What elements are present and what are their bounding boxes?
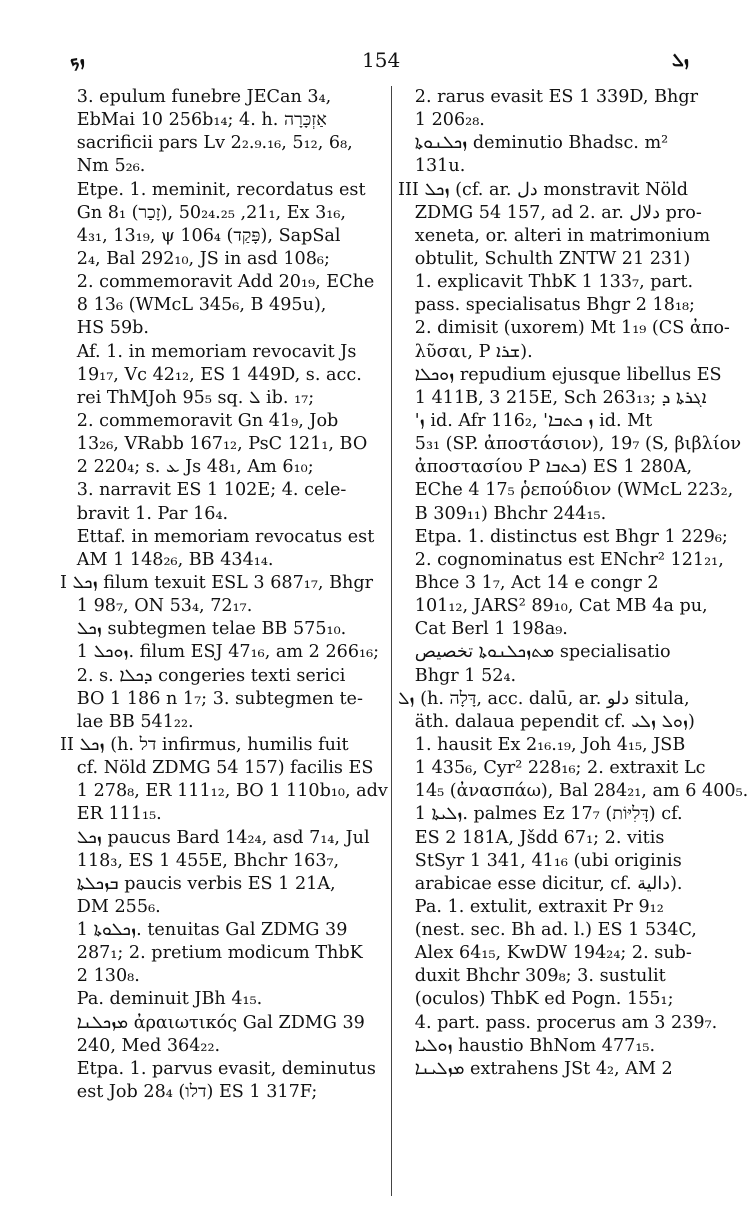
text-line: ܙܟܠܢܘܬܐ deminutio Bhadsc. m² bbox=[398, 133, 669, 154]
text-line: 13₂₆, VRabb 167₁₂, PsC 121₁, BO bbox=[60, 434, 368, 455]
text-line: 240, Med 364₂₂. bbox=[60, 1035, 221, 1056]
text-line: III ܙܟܠ (cf. ar. دل monstravit Nöld bbox=[398, 179, 689, 200]
text-line: ܙܘܟܠܐ repudium ejusque libellus ES bbox=[398, 364, 722, 385]
text-line: ܙܟܠܘܬܐ 1. tenuitas Gal ZDMG 39 bbox=[60, 920, 348, 941]
text-line: cf. Nöld ZDMG 54 157) facilis ES bbox=[60, 758, 374, 779]
text-line: ܡܙܟܠܢܐ ἀραιωτικός Gal ZDMG 39 bbox=[60, 1012, 365, 1033]
text-line: 2. commemoravit Gn 41₉, Job bbox=[60, 410, 339, 431]
text-line: ܙܘܟܠ 1. filum ESJ 47₁₆, am 2 266₁₆; bbox=[60, 642, 380, 663]
text-line: xeneta, or. alteri in matrimonium bbox=[398, 225, 711, 246]
text-line: 2. dimisit (uxorem) Mt 1₁₉ (CS ἀπο- bbox=[398, 318, 730, 339]
text-line: sacrificii pars Lv 2₂.₉.₁₆, 5₁₂, 6₈, bbox=[60, 133, 353, 154]
text-line: ܙܟܠ subtegmen telae BB 575₁₀. bbox=[60, 619, 347, 640]
text-line: 131u. bbox=[398, 156, 466, 177]
right-column bbox=[398, 86, 749, 1081]
text-line: 1. explicavit ThbK 1 133₇, part. bbox=[398, 272, 694, 293]
text-line: 14₅ (ἀνασπάω), Bal 284₂₁, am 6 400₅. bbox=[398, 781, 749, 802]
text-line: AM 1 148₂₆, BB 434₁₄. bbox=[60, 549, 274, 570]
text-line: ἀποστασίου P ܟܬܒܐ) ES 1 280A, bbox=[398, 457, 693, 478]
text-line: 1 411B, 3 215E, Sch 263₁₃; ܐܓܪܬܐ ܕ bbox=[398, 387, 707, 408]
text-line: Etpe. 1. meminit, recordatus est bbox=[60, 179, 366, 200]
column-divider bbox=[391, 86, 392, 1196]
text-line: 2. cognominatus est ENchr² 121₂₁, bbox=[398, 549, 724, 570]
text-line: 19₁₇, Vc 42₁₂, ES 1 449D, s. acc. bbox=[60, 364, 362, 385]
text-line: 2. commemoravit Add 20₁₉, EChe bbox=[60, 272, 375, 293]
text-line: 1 206₂₈. bbox=[398, 110, 485, 131]
text-line: HS 59b. bbox=[60, 318, 150, 339]
text-line: Etpa. 1. parvus evasit, deminutus bbox=[60, 1058, 376, 1079]
text-line: 8 13₆ (WMcL 345₆, B 495u), bbox=[60, 295, 327, 316]
text-line: 4₃₁, 13₁₉, ψ 106₄ (פָּקַד), SapSal bbox=[60, 225, 341, 246]
text-line: 2 130₈. bbox=[60, 966, 140, 987]
text-line: ܙܘܠܝܐ haustio BhNom 477₁₅. bbox=[398, 1035, 656, 1056]
text-line: Etpa. 1. distinctus est Bhgr 1 229₆; bbox=[398, 526, 728, 547]
text-line: ZDMG 54 157, ad 2. ar. دلال pro- bbox=[398, 202, 702, 223]
left-headword: ܙܟ bbox=[70, 50, 85, 71]
text-line: 3. narravit ES 1 102E; 4. cele- bbox=[60, 480, 347, 501]
text-line: 2₄, Bal 292₁₀, JS in asd 108₆; bbox=[60, 248, 330, 269]
text-line: arabicae esse dicitur, cf. دالية). bbox=[398, 873, 683, 894]
text-line: I ܙܟܠ filum texuit ESL 3 687₁₇, Bhgr bbox=[60, 572, 374, 593]
text-line: 1 435₆, Cyr² 228₁₆; 2. extraxit Lc bbox=[398, 758, 706, 779]
text-line: DM 255₆. bbox=[60, 896, 161, 917]
text-line: Bhgr 1 52₄. bbox=[398, 665, 517, 686]
text-line: obtulit, Schulth ZNTW 21 231) bbox=[398, 248, 691, 269]
text-line: 2. s. ܕܟܠܐ congeries texti serici bbox=[60, 665, 346, 686]
text-line: 3. epulum funebre JECan 3₄, bbox=[60, 87, 332, 107]
text-line: pass. specialisatus Bhgr 2 18₁₈; bbox=[398, 295, 695, 316]
text-line: Gn 8₁ (זָכַר), 21₁, 50₂₄.₂₅, Ex 3₁₆, bbox=[60, 202, 346, 223]
text-line: λῦσαι, P ܫܪܐ). bbox=[398, 341, 533, 362]
text-line: 2. rarus evasit ES 1 339D, Bhgr bbox=[398, 87, 699, 107]
text-line: 118₃, ES 1 455E, Bhchr 163₇, bbox=[60, 850, 340, 871]
text-line: ܒܙܟܠܬܐ paucis verbis ES 1 21A, bbox=[60, 873, 336, 894]
text-line: ܙܠܝܬܐ 1. palmes Ez 17₇ (דָּלִיּוֹת) cf. bbox=[398, 804, 683, 825]
text-line: Alex 64₁₅, KwDW 194₂₄; 2. sub- bbox=[398, 943, 692, 964]
text-line: Pa. 1. extulit, extraxit Pr 9₁₂ bbox=[398, 896, 664, 917]
text-line: ܙܠ (h. דָּלָה, acc. dalū, ar. دلو situla, bbox=[398, 688, 690, 709]
text-line: est Job 28₄ (דלו) ES 1 317F; bbox=[60, 1082, 318, 1103]
text-line: ܡܬܙܟܠܢܘܬܐ تخصيص specialisatio bbox=[398, 642, 671, 663]
text-line: EChe 4 17₅ ῥεπούδιον (WMcL 223₂, bbox=[398, 480, 734, 501]
left-column bbox=[60, 86, 386, 1104]
text-line: Af. 1. in memoriam revocavit Js bbox=[60, 341, 357, 362]
text-line: 1 278₈, ER 111₁₂, BO 1 110b₁₀, adv bbox=[60, 781, 388, 802]
text-line: 101₁₂, JARS² 89₁₀, Cat MB 4a pu, bbox=[398, 596, 708, 617]
right-headword: ܙܠ bbox=[672, 50, 689, 71]
text-line: Nm 5₂₆. bbox=[60, 156, 146, 177]
text-line: ܡܙܠܝܢܐ extrahens JSt 4₂, AM 2 bbox=[398, 1058, 673, 1079]
text-line: 287₁; 2. pretium modicum ThbK bbox=[60, 943, 363, 964]
text-line: rei ThMJoh 95₅ sq. ܠ ib. ₁₇; bbox=[60, 387, 315, 408]
text-line: äth. dalaua pependit cf. ܙܘܠ ܙܠܝ) bbox=[398, 711, 695, 732]
text-line: Ettaf. in memoriam revocatus est bbox=[60, 526, 375, 547]
page-number: 154 bbox=[362, 48, 401, 72]
running-header bbox=[0, 48, 750, 78]
text-line: ܙܟܠ paucus Bard 14₂₄, asd 7₁₄, Jul bbox=[60, 827, 370, 848]
text-line: 1. hausit Ex 2₁₆.₁₉, Joh 4₁₅, JSB bbox=[398, 734, 686, 755]
text-line: EbMai 10 256b₁₄; 4. h. אַזְכָּרָה bbox=[60, 110, 327, 131]
text-line: 'ܙ id. Afr 116₂, 'ܙ ܟܬܒܐ id. Mt bbox=[398, 410, 653, 431]
text-line: ES 2 181A, Jšdd 67₁; 2. vitis bbox=[398, 827, 665, 848]
text-line: B 309₁₁) Bhchr 244₁₅. bbox=[398, 503, 607, 524]
text-line: BO 1 186 n 1₇; 3. subtegmen te- bbox=[60, 688, 363, 709]
text-line: 2 220₄; s. ܥ Js 48₁, Am 6₁₀; bbox=[60, 457, 314, 478]
text-line: Bhce 3 1₇, Act 14 e congr 2 bbox=[398, 572, 659, 593]
text-line: 4. part. pass. procerus am 3 239₇. bbox=[398, 1012, 718, 1033]
text-line: (nest. sec. Bh ad. l.) ES 1 534C, bbox=[398, 920, 697, 941]
text-line: Cat Berl 1 198a₉. bbox=[398, 619, 568, 640]
text-line: Pa. deminuit JBh 4₁₅. bbox=[60, 989, 263, 1010]
text-line: StSyr 1 341, 41₁₆ (ubi originis bbox=[398, 850, 682, 871]
text-line: 1 98₇, ON 53₄, 72₁₇. bbox=[60, 596, 253, 617]
text-line: lae BB 541₂₂. bbox=[60, 711, 194, 732]
text-line: 5₃₁ (SP. ἀποστάσιον), 19₇ (S, βιβλίον bbox=[398, 434, 742, 455]
text-line: (oculos) ThbK ed Pogn. 155₁; bbox=[398, 989, 674, 1010]
text-line: duxit Bhchr 309₈; 3. sustulit bbox=[398, 966, 666, 987]
text-line: bravit 1. Par 16₄. bbox=[60, 503, 229, 524]
text-line: II ܙܟܠ (h. דל infirmus, humilis fuit bbox=[60, 734, 349, 755]
text-line: ER 111₁₅. bbox=[60, 804, 162, 825]
